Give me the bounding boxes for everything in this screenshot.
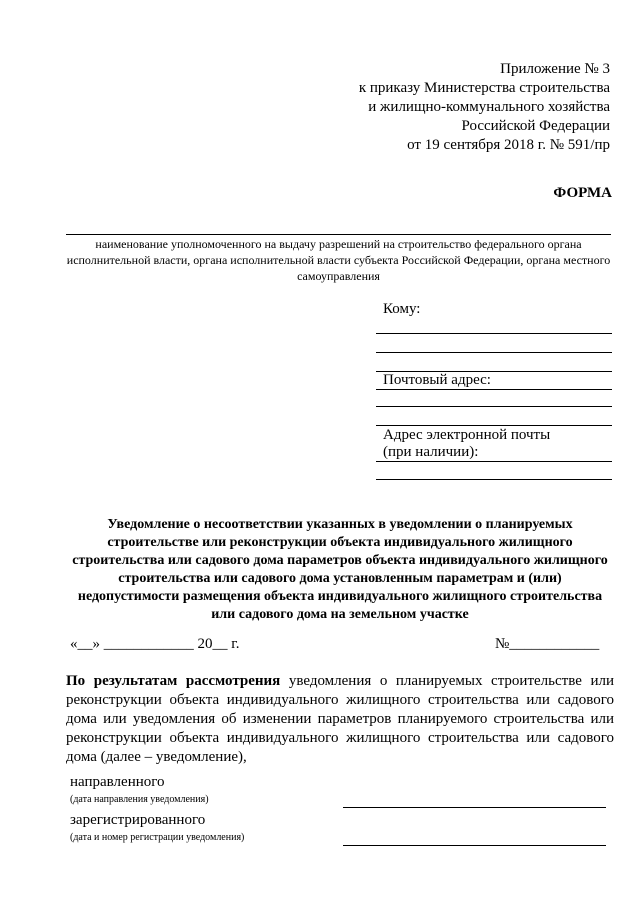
sent-label: направленного — [70, 774, 165, 790]
sent-date-line[interactable] — [343, 807, 606, 808]
email-line-2[interactable] — [376, 479, 612, 480]
body-paragraph — [66, 672, 614, 767]
registered-label: зарегистрированного — [70, 812, 206, 828]
number-field[interactable]: №____________ — [495, 636, 600, 652]
to-line-1[interactable] — [376, 333, 612, 334]
appendix-line: Российской Федерации — [461, 118, 610, 134]
appendix-header — [300, 60, 610, 155]
to-label: Кому: — [383, 301, 421, 317]
authority-name-line[interactable] — [66, 234, 611, 235]
appendix-line: к приказу Министерства строительства — [358, 80, 610, 96]
email-label-note: (при наличии): — [383, 444, 479, 460]
notice-title: Уведомление о несоответствии указанных в уведомлении о планируемых строительстве или реконструкции объекта индивидуального жилищного строительства или садового дома параметров объекта индивидуального жилищного строительства или садового дома установленным параметрам и (или) недопустимости размещения объекта индивидуального жилищного строительства или садового дома на земельном участке — [72, 517, 608, 622]
appendix-line: Приложение № 3 — [500, 61, 610, 77]
authority-caption: наименование уполномоченного на выдачу разрешений на строительство федерального органа исполнительной власти, органа исполнительной власти субъекта Российской Федерации, органа местного самоуправления — [66, 237, 611, 283]
email-label: Адрес электронной почты — [383, 427, 551, 443]
postal-line-2[interactable] — [376, 406, 612, 407]
body-lead: По результатам рассмотрения — [66, 673, 281, 689]
postal-line-1[interactable] — [376, 389, 612, 390]
sent-hint: (дата направления уведомления) — [70, 794, 209, 805]
registered-hint: (дата и номер регистрации уведомления) — [70, 832, 245, 843]
body-text: уведомления о планируемых строительстве или реконструкции объекта индивидуального жилищного строительства или садового дома или уведомления об изменении параметров планируемого строительства или реконструкции объекта индивидуального жилищного строительства или садового дома (далее – уведомление), — [66, 673, 614, 765]
to-line-2[interactable] — [376, 352, 612, 353]
appendix-line: и жилищно-коммунального хозяйства — [368, 99, 610, 115]
registered-line[interactable] — [343, 845, 606, 846]
email-line-1[interactable] — [376, 461, 612, 462]
appendix-line: от 19 сентября 2018 г. № 591/пр — [407, 137, 610, 153]
form-label: ФОРМА — [553, 185, 612, 201]
date-field[interactable]: «__» ____________ 20__ г. — [70, 636, 240, 652]
postal-address-label: Почтовый адрес: — [383, 372, 491, 388]
